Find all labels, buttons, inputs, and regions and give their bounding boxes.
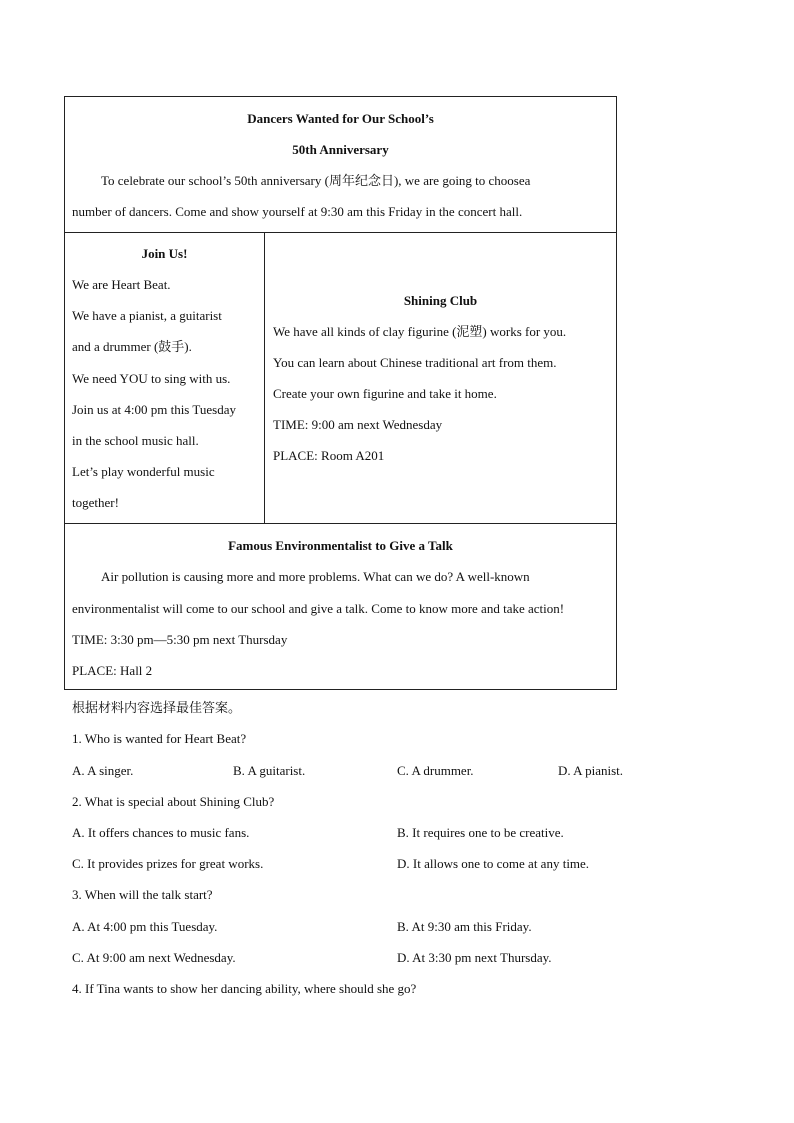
notice-dancers xyxy=(65,97,616,233)
question-4-stem: 4. If Tina wants to show her dancing ability, where should she go? xyxy=(72,981,417,996)
notice-shining-club-place: PLACE: Room A201 xyxy=(273,448,385,463)
question-1-option-c[interactable]: C. A drummer. xyxy=(397,763,474,778)
notice-heart-beat-line: We have a pianist, a guitarist xyxy=(72,308,222,323)
notice-heart-beat xyxy=(65,233,265,523)
notice-heart-beat-line: together! xyxy=(72,495,119,510)
question-2-option-a[interactable]: A. It offers chances to music fans. xyxy=(72,825,250,840)
notice-dancers-title-2: 50th Anniversary xyxy=(292,142,389,157)
question-2-option-d[interactable]: D. It allows one to come at any time. xyxy=(397,856,590,871)
notice-environmentalist-time: TIME: 3:30 pm—5:30 pm next Thursday xyxy=(72,632,288,647)
notice-heart-beat-line: We are Heart Beat. xyxy=(72,277,171,292)
question-1-option-b[interactable]: B. A guitarist. xyxy=(233,763,306,778)
notice-environmentalist-line: environmentalist will come to our school and give a talk. Come to know more and take action! xyxy=(72,601,565,616)
notice-shining-club-time: TIME: 9:00 am next Wednesday xyxy=(273,417,443,432)
notice-environmentalist-title: Famous Environmentalist to Give a Talk xyxy=(228,538,453,553)
question-2-option-b[interactable]: B. It requires one to be creative. xyxy=(397,825,564,840)
notice-environmentalist-place: PLACE: Hall 2 xyxy=(72,663,153,678)
notice-heart-beat-line: and a drummer (鼓手). xyxy=(72,339,192,354)
notice-shining-club-line: You can learn about Chinese traditional art from them. xyxy=(273,355,557,370)
question-2-option-c[interactable]: C. It provides prizes for great works. xyxy=(72,856,264,871)
question-3-option-b[interactable]: B. At 9:30 am this Friday. xyxy=(397,919,532,934)
notice-heart-beat-line: We need YOU to sing with us. xyxy=(72,371,231,386)
notice-shining-club-line: We have all kinds of clay figurine (泥塑) works for you. xyxy=(273,324,567,339)
question-3-option-a[interactable]: A. At 4:00 pm this Tuesday. xyxy=(72,919,218,934)
notices-table xyxy=(64,96,617,690)
notice-heart-beat-line: Let’s play wonderful music xyxy=(72,464,215,479)
instructions: 根据材料内容选择最佳答案。 xyxy=(72,700,242,715)
question-3-option-c[interactable]: C. At 9:00 am next Wednesday. xyxy=(72,950,236,965)
notice-shining-club xyxy=(265,233,616,523)
question-2-stem: 2. What is special about Shining Club? xyxy=(72,794,275,809)
notice-environmentalist xyxy=(65,524,616,690)
notice-environmentalist-line: Air pollution is causing more and more problems. What can we do? A well-known xyxy=(101,569,530,584)
notice-heart-beat-line: Join us at 4:00 pm this Tuesday xyxy=(72,402,236,417)
notice-dancers-body-2: number of dancers. Come and show yourself at 9:30 am this Friday in the concert hall. xyxy=(72,204,523,219)
notice-dancers-body-1: To celebrate our school’s 50th anniversary (周年纪念日), we are going to choosea xyxy=(101,173,531,188)
notice-heart-beat-title: Join Us! xyxy=(141,246,188,261)
question-3-stem: 3. When will the talk start? xyxy=(72,887,213,902)
notice-shining-club-line: Create your own figurine and take it home. xyxy=(273,386,497,401)
notice-heart-beat-line: in the school music hall. xyxy=(72,433,199,448)
question-1-option-a[interactable]: A. A singer. xyxy=(72,763,134,778)
question-1-stem: 1. Who is wanted for Heart Beat? xyxy=(72,731,247,746)
question-1-option-d[interactable]: D. A pianist. xyxy=(558,763,624,778)
notice-shining-club-title: Shining Club xyxy=(403,293,478,308)
notice-dancers-title-1: Dancers Wanted for Our School’s xyxy=(247,111,434,126)
notices-middle-row xyxy=(65,233,616,524)
question-3-option-d[interactable]: D. At 3:30 pm next Thursday. xyxy=(397,950,552,965)
